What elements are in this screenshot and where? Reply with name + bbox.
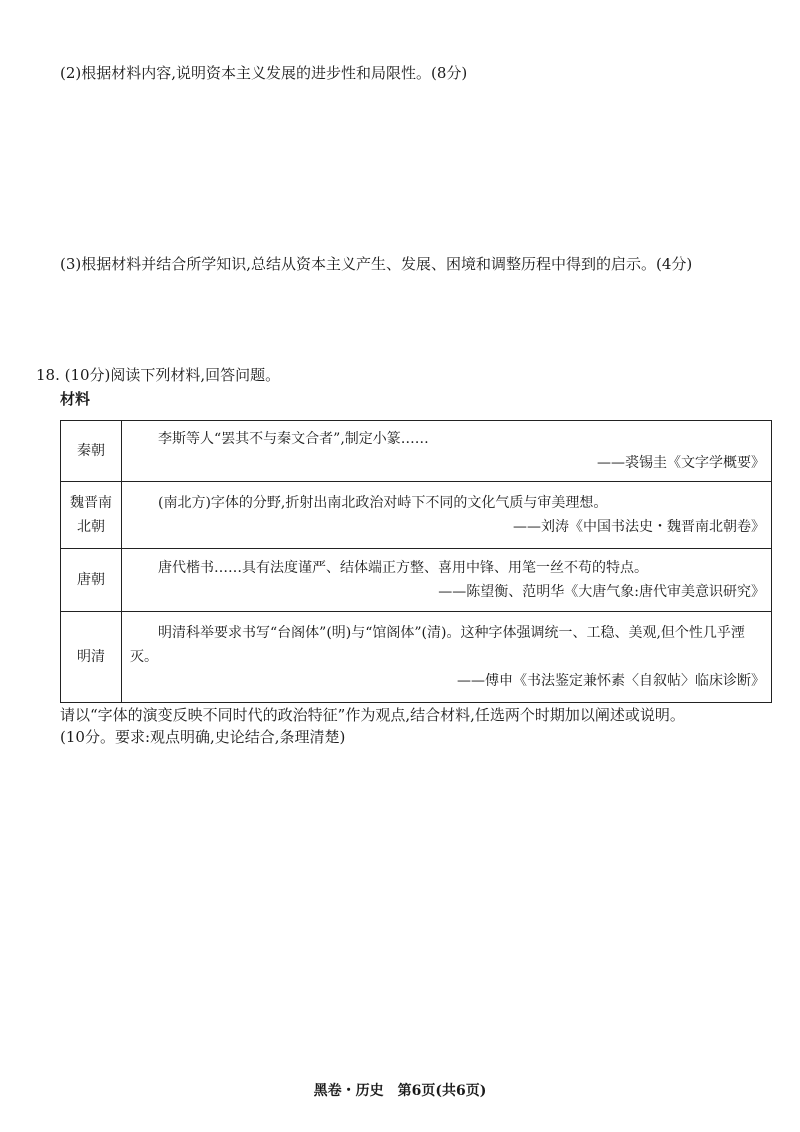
- quote-source: ——陈望衡、范明华《大唐气象:唐代审美意识研究》: [438, 584, 765, 600]
- quote-text: 唐代楷书……具有法度谨严、结体端正方整、喜用中锋、用笔一丝不苟的特点。: [158, 560, 648, 576]
- question-2: (2)根据材料内容,说明资本主义发展的进步性和局限性。(8分): [60, 64, 468, 82]
- table-row: [61, 549, 772, 612]
- era-label: 秦朝: [77, 443, 105, 459]
- table-row: [61, 612, 772, 703]
- quote-text: 明清科举要求书写“台阁体”(明)与“馆阁体”(清)。这种字体强调统一、工稳、美观,但个性几乎湮灭。: [130, 625, 745, 665]
- quote-source: ——傅申《书法鉴定兼怀素〈自叙帖〉临床诊断》: [457, 673, 765, 689]
- era-cell: [61, 421, 122, 482]
- task-line-1: 请以“字体的演变反映不同时代的政治特征”作为观点,结合材料,任选两个时期加以阐述或说明。: [60, 706, 685, 724]
- quote-cell: [122, 421, 772, 482]
- material-table: [60, 420, 772, 703]
- page-footer: 黑卷・历史 第6页(共6页): [313, 1083, 487, 1099]
- quote-cell: [122, 549, 772, 612]
- era-label-line2: 北朝: [77, 519, 105, 535]
- task-line-2: (10分。要求:观点明确,史论结合,条理清楚): [60, 728, 346, 746]
- question-18: 18. (10分)阅读下列材料,回答问题。: [36, 366, 281, 384]
- era-label: 魏晋南: [70, 495, 112, 511]
- quote-cell: [122, 482, 772, 549]
- quote-source: ——刘涛《中国书法史・魏晋南北朝卷》: [513, 519, 765, 535]
- table-row: [61, 421, 772, 482]
- era-cell: [61, 612, 122, 703]
- material-label: 材料: [60, 390, 91, 408]
- quote-text: 李斯等人“罢其不与秦文合者”,制定小篆……: [158, 431, 429, 447]
- table-row: [61, 482, 772, 549]
- quote-text: (南北方)字体的分野,折射出南北政治对峙下不同的文化气质与审美理想。: [158, 495, 608, 511]
- task-instructions: [60, 704, 780, 748]
- era-cell: [61, 482, 122, 549]
- question-3: (3)根据材料并结合所学知识,总结从资本主义产生、发展、困境和调整历程中得到的启示。(4分): [60, 255, 693, 273]
- era-label: 明清: [77, 649, 105, 665]
- quote-cell: [122, 612, 772, 703]
- era-cell: [61, 549, 122, 612]
- era-label: 唐朝: [77, 572, 105, 588]
- quote-source: ——裘锡圭《文字学概要》: [597, 455, 765, 471]
